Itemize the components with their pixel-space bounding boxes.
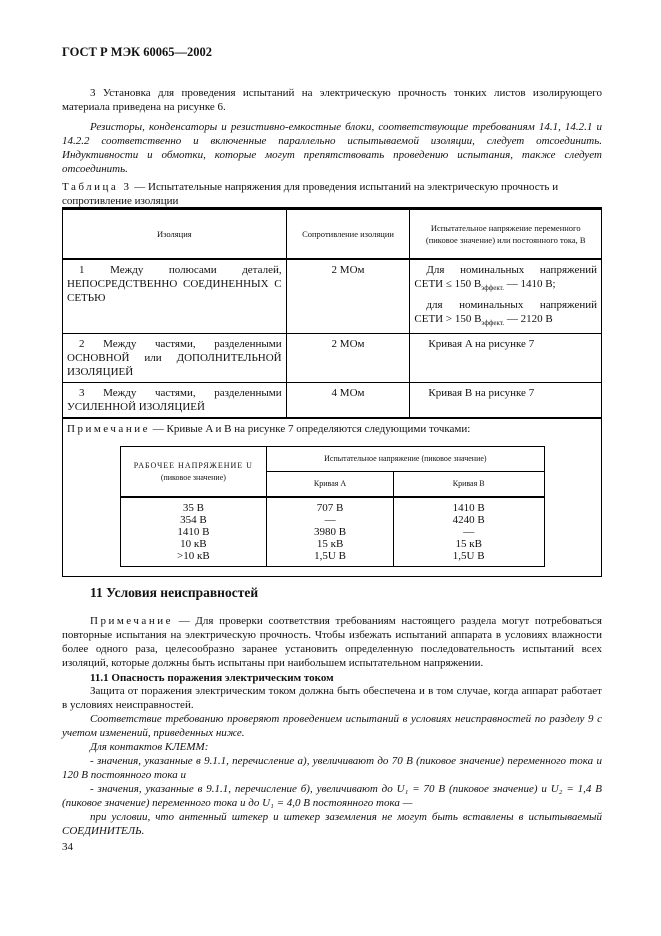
note-cell xyxy=(63,418,602,577)
table-row xyxy=(63,334,602,383)
paragraph-italic: - значения, указанные в 9.1.1, перечисление а), увеличивают до 70 В (пиковое значение) переменного тока и 120 В постоянного тока и xyxy=(62,755,602,781)
cell-line: 1,5U В xyxy=(452,550,485,563)
cell xyxy=(393,497,544,567)
cell: 4 МОм xyxy=(286,383,410,419)
cell: 3 Между частями, разделенными УСИЛЕННОЙ ИЗОЛЯЦИЕЙ xyxy=(63,383,287,419)
cell-line: >10 кВ xyxy=(177,550,210,563)
col-header xyxy=(120,447,267,498)
cell-line: 3980 В xyxy=(314,526,347,539)
table-row xyxy=(63,383,602,419)
table-caption xyxy=(62,180,562,208)
text: РАБОЧЕЕ НАПРЯЖЕНИЕ U xyxy=(133,460,253,470)
caption-label: Таблица 3 xyxy=(62,181,132,193)
cell: Кривая B на рисунке 7 xyxy=(410,383,602,419)
paragraph-italic: Соответствие требованию проверяют проведением испытаний в условиях неисправностей по разделу 9 с учетом изменений, приведенных ниже. xyxy=(62,713,602,739)
col-header: Изоляция xyxy=(63,209,287,260)
cell: 2 МОм xyxy=(286,259,410,334)
table-note-row xyxy=(63,418,602,577)
subsection-heading: 11.1 Опасность поражения электрическим током xyxy=(90,672,334,684)
text: эффект. xyxy=(481,284,504,293)
cell: Кривая A на рисунке 7 xyxy=(410,334,602,383)
page-number: 34 xyxy=(62,841,73,853)
caption-text: — Испытательные напряжения для проведения испытаний на электрическую прочность и сопротивление изоляции xyxy=(62,181,559,207)
cell-line: 35 В xyxy=(182,502,204,515)
cell-line: 354 В xyxy=(180,514,207,527)
paragraph-italic: - значения, указанные в 9.1.1, перечисление б), увеличивают до U₁ = 70 В (пиковое значение) и U₂ = 1,4 В (пиковое значение) переменного тока и до U₁ = 4,0 В постоянного тока — xyxy=(62,783,602,809)
note-text: — Кривые A и B на рисунке 7 определяются следующими точками: xyxy=(149,423,471,436)
cell-line: 1410 В xyxy=(177,526,210,539)
document-header: ГОСТ Р МЭК 60065—2002 xyxy=(62,45,212,59)
col-header: Испытательное напряжение переменного (пиковое значение) или постоянного тока, В xyxy=(410,209,602,260)
subsection-body xyxy=(62,684,602,838)
note-label: Примечание xyxy=(90,615,173,627)
text: эффект. xyxy=(481,319,505,328)
col-header: Испытательное напряжение (пиковое значение) xyxy=(267,447,544,472)
cell: 2 Между частями, разделенными ОСНОВНОЙ или ДОПОЛНИТЕЛЬНОЙ ИЗОЛЯЦИЕЙ xyxy=(63,334,287,383)
cell-line: 707 В xyxy=(316,502,344,515)
cell xyxy=(267,497,394,567)
table-row xyxy=(120,497,544,567)
col-header: Кривая B xyxy=(393,472,544,498)
text: Для номинальных напряжений СЕТИ ≤ 150 В xyxy=(414,264,597,290)
text: — 1410 В; xyxy=(503,278,556,290)
paragraph: Защита от поражения электрическим током должна быть обеспечена и в том случае, когда аппарат работает в условиях неисправностей. xyxy=(62,685,602,711)
table-3 xyxy=(62,207,602,577)
table-header-row xyxy=(63,209,602,260)
cell-line: — xyxy=(324,514,336,527)
note-label: Примечание xyxy=(67,423,150,436)
paragraph-italic: Резисторы, конденсаторы и резистивно-емкостные блоки, соответствующие требованиям 14.1, 14.2.1 и 14.2.2 соответственно и включенные параллельно испытываемой изоляции, следует отсоединить. Индуктивности и обмотки, которые могут препятствовать проведению испытания, также следует отсоединить. xyxy=(62,121,602,175)
cell-line: 1410 В xyxy=(452,502,485,515)
paragraph-italic: при условии, что антенный штекер и штекер заземления не могут быть вставлены в испытываемый СОЕДИНИТЕЛЬ. xyxy=(62,811,602,837)
note-text: — Для проверки соответствия требованиям настоящего раздела могут потребоваться повторные испытания на электрическую прочность. Чтобы избежать испытаний аппарата в условиях влажности более одного раза, целесообразно заранее установить определенную последовательность испытаний всех изоляций, которые должны быть испытаны при наибольшем испытательном напряжении. xyxy=(62,615,602,669)
cell-line: 15 кВ xyxy=(316,538,344,551)
table-row xyxy=(63,259,602,334)
cell-line: 1,5U В xyxy=(314,550,346,563)
curve-points-table xyxy=(120,446,545,567)
text: — 2120 В xyxy=(504,313,553,326)
cell-line: 4240 В xyxy=(452,514,485,527)
text: для номинальных напряжений СЕТИ > 150 В xyxy=(414,299,597,326)
cell-line: 10 кВ xyxy=(180,538,207,551)
section-note xyxy=(62,614,602,670)
section-heading: 11 Условия неисправностей xyxy=(90,585,259,600)
paragraph-italic: Для контактов КЛЕММ: xyxy=(90,741,209,753)
col-header: Кривая A xyxy=(267,472,394,498)
cell: 1 Между полюсами деталей, НЕПОСРЕДСТВЕННО СОЕДИНЕННЫХ С СЕТЬЮ xyxy=(63,259,287,334)
cell-line: 15 кВ xyxy=(455,538,482,551)
cell xyxy=(120,497,267,567)
col-header: Сопротивление изоляции xyxy=(286,209,410,260)
cell-line: — xyxy=(463,526,475,539)
text: (пиковое значение) xyxy=(160,472,226,482)
paragraph: 3 Установка для проведения испытаний на электрическую прочность тонких листов изолирующего материала приведена на рисунке 6. xyxy=(62,87,602,113)
cell: 2 МОм xyxy=(286,334,410,383)
cell xyxy=(410,259,602,334)
